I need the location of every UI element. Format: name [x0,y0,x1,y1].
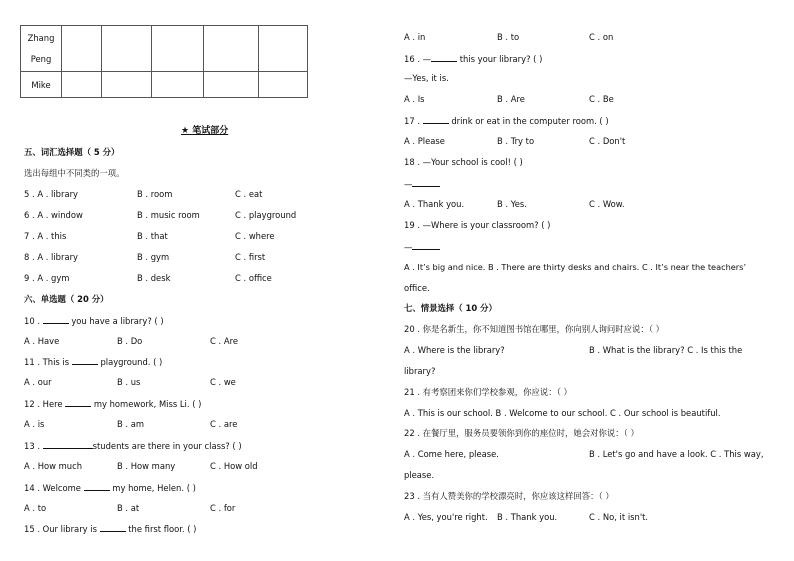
student-name: Peng [30,53,52,64]
q13-stem: 13 . students are there in your class? ( ) [24,441,242,451]
answer-blank[interactable] [43,441,93,449]
q15-option-b: B . to [497,32,520,42]
q19-options: A . It’s big and nice. B . There are thirty desks and chairs. C . It’s near the teachers’ [404,262,747,272]
q22-options-continued: please. [404,470,435,480]
q17-option-b: B . Try to [497,136,535,146]
q14-option-b: B . at [117,503,140,513]
q16-stem: 16 . — this your library? ( ) [404,54,543,64]
answer-blank[interactable] [43,316,69,324]
q5-option-b: B . room [137,189,173,199]
score-cell [204,72,259,98]
q13-option-c: C . How old [210,461,258,471]
q16-reply: —Yes, it is. [404,73,449,83]
q20-option-a: A . Where is the library? [404,345,505,355]
q20-options-continued: library? [404,366,436,376]
student-name: Zhang [27,32,55,43]
q10-option-c: C . Are [210,336,238,346]
q20-stem: 20 . 你是名新生，你不知道图书馆在哪里，你向别人询问时应说：（ ） [404,324,664,334]
answer-blank[interactable] [72,357,98,365]
answer-blank[interactable] [412,242,440,250]
q12-option-b: B . am [117,419,145,429]
q15-stem: 15 . Our library is the first floor. ( ) [24,524,197,534]
q7-option-a: 7 . A . this [24,231,67,241]
score-cell [62,72,102,98]
answer-blank[interactable] [65,399,91,407]
score-cell [102,26,152,72]
q10-stem: 10 . you have a library? ( ) [24,316,164,326]
q20-option-bc: B . What is the library? C . Is this the [589,345,743,355]
q15-option-a: A . in [404,32,426,42]
answer-blank[interactable] [100,524,126,532]
q19-stem: 19 . —Where is your classroom? ( ) [404,220,551,230]
answer-blank[interactable] [84,483,110,491]
q23-stem: 23 . 当有人赞美你的学校漂亮时，你应该这样回答：（ ） [404,491,614,501]
q9-option-a: 9 . A . gym [24,273,70,283]
q8-option-a: 8 . A . library [24,252,78,262]
section-6-title: 六、单选题（ 20 分） [24,294,109,304]
q18-option-c: C . Wow. [589,199,625,209]
q22-option-bc: B . Let's go and have a look. C . This way, [589,449,764,459]
q7-option-c: C . where [235,231,275,241]
q13-option-b: B . How many [117,461,176,471]
q17-stem: 17 . drink or eat in the computer room. ( ) [404,116,609,126]
score-cell [204,26,259,72]
q23-option-c: C . No, it isn't. [589,512,649,522]
q11-option-c: C . we [210,377,236,387]
score-cell [102,72,152,98]
q16-option-c: C . Be [589,94,614,104]
q18-option-b: B . Yes. [497,199,527,209]
student-name: Mike [31,79,51,90]
score-cell [259,26,308,72]
q17-option-c: C . Don't [589,136,626,146]
q6-option-c: C . playground [235,210,297,220]
q11-option-a: A . our [24,377,52,387]
q10-option-b: B . Do [117,336,143,346]
q5-option-a: 5 . A . library [24,189,78,199]
student-name-cell [21,72,62,98]
q7-option-b: B . that [137,231,168,241]
q5-option-c: C . eat [235,189,263,199]
table-row [21,72,308,98]
answer-blank[interactable] [412,179,440,187]
q10-option-a: A . Have [24,336,60,346]
score-cell [152,26,204,72]
section-7-title: 七、情景选择（ 10 分） [404,303,497,313]
q19-reply: — [404,242,440,251]
q18-option-a: A . Thank you. [404,199,465,209]
table-row [21,26,308,72]
score-cell [152,72,204,98]
score-cell [259,72,308,98]
q6-option-a: 6 . A . window [24,210,83,220]
section-5-title: 五、词汇选择题（ 5 分） [24,147,120,157]
q23-option-b: B . Thank you. [497,512,558,522]
student-name-cell [21,26,62,72]
q16-option-a: A . Is [404,94,425,104]
q8-option-c: C . first [235,252,266,262]
q23-option-a: A . Yes, you're right. [404,512,488,522]
score-cell [62,26,102,72]
q15-option-c: C . on [589,32,614,42]
q9-option-c: C . office [235,273,272,283]
q8-option-b: B . gym [137,252,170,262]
section-5-instructions: 选出每组中不同类的一项。 [24,168,125,178]
answer-blank[interactable] [423,116,449,124]
q16-option-b: B . Are [497,94,525,104]
score-table [20,25,308,98]
q21-stem: 21 . 有考察团来你们学校参观，你应说：（ ） [404,387,572,397]
q12-option-a: A . is [24,419,45,429]
q17-option-a: A . Please [404,136,445,146]
q14-option-c: C . for [210,503,236,513]
answer-blank[interactable] [431,54,457,62]
q6-option-b: B . music room [137,210,200,220]
written-section-title: ★ 笔试部分 [181,126,229,136]
q13-option-a: A . How much [24,461,83,471]
q9-option-b: B . desk [137,273,171,283]
q21-options: A . This is our school. B . Welcome to our school. C . Our school is beautiful. [404,408,721,418]
q18-stem: 18 . —Your school is cool! ( ) [404,157,523,167]
q14-stem: 14 . Welcome my home, Helen. ( ) [24,483,196,493]
q22-option-a: A . Come here, please. [404,449,499,459]
q11-option-b: B . us [117,377,141,387]
q12-option-c: C . are [210,419,238,429]
q19-options-continued: office. [404,283,430,293]
q14-option-a: A . to [24,503,47,513]
q22-stem: 22 . 在餐厅里，服务员要领你到你的座位时，她会对你说：（ ） [404,428,639,438]
q11-stem: 11 . This is playground. ( ) [24,357,163,367]
q18-reply: — [404,179,440,188]
q12-stem: 12 . Here my homework, Miss Li. ( ) [24,399,202,409]
